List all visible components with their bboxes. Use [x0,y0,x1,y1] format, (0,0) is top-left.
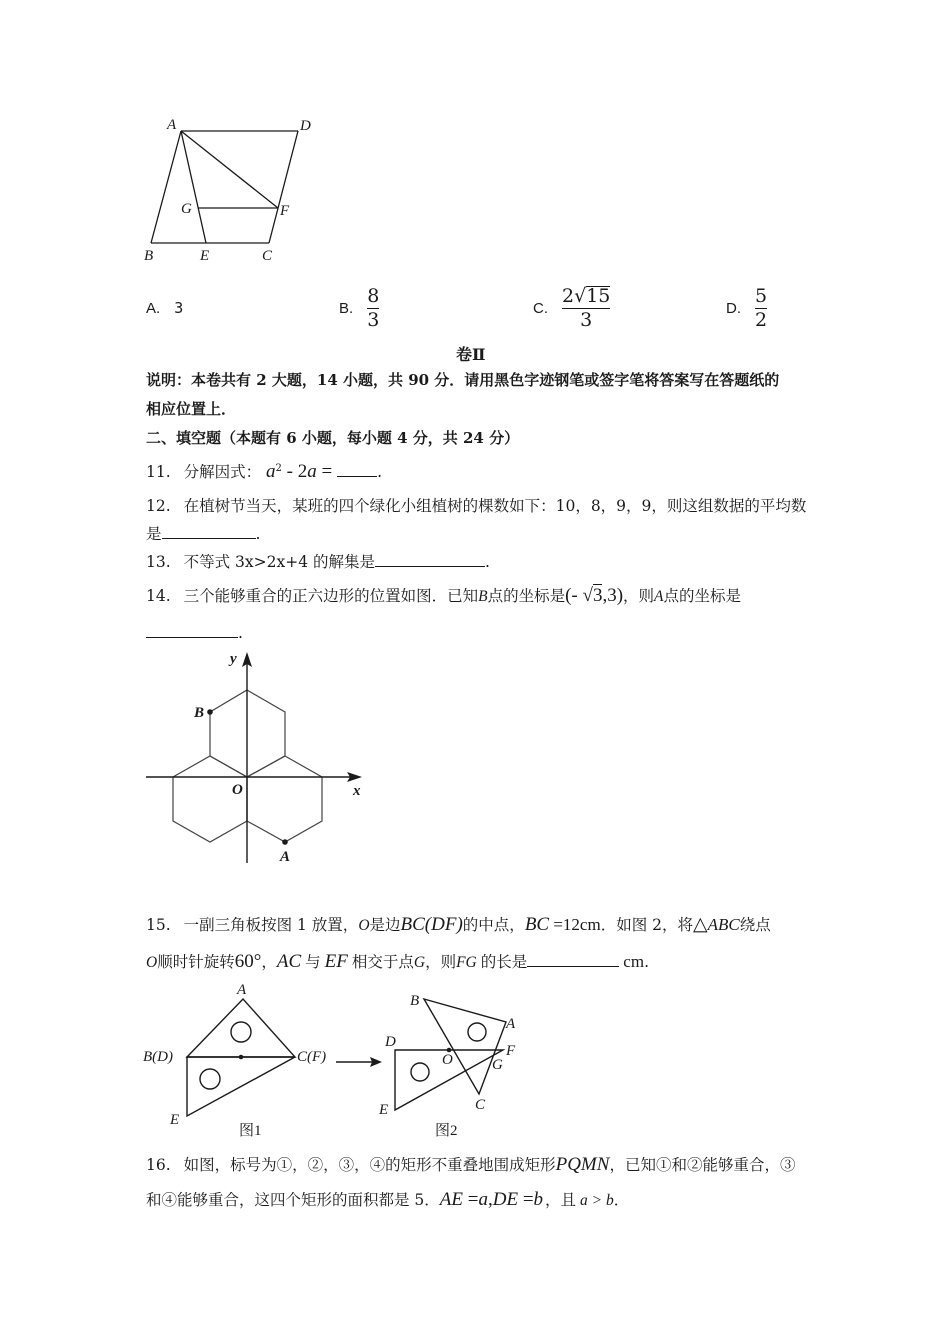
sqrt-icon: √ [582,585,593,606]
question-text: ， [261,953,277,971]
point-b: B [478,588,488,605]
expr-exponent: 2 [275,463,282,474]
volume-note-line1: 说明：本卷共有 2 大题，14 小题，共 90 分．请用黑色字迹钢笔或签字笔将答案写在答题纸的 [146,371,780,389]
fig2-triangle-abc [424,999,506,1094]
parallelogram-figure [138,112,328,272]
comma: , [487,1189,493,1210]
question-text: 相交于点 [351,953,414,971]
choice-c-fraction [562,286,610,331]
point-a-dot [282,839,288,845]
segment-fg: FG [456,954,477,971]
coord-open: (- [565,585,583,606]
segment-ef: EF [324,951,348,972]
question-number: 14. [146,587,171,605]
label-f: F [280,203,290,219]
answer-blank[interactable] [337,462,377,477]
fig1-label-a: A [237,982,247,998]
question-14 [146,586,741,607]
question-text: 和④能够重合，这四个矩形的面积都是 5． [146,1191,440,1209]
hexagon-right [247,756,322,842]
label-b: B [144,248,154,264]
label-a: A [167,117,177,133]
volume-note-line2: 相应位置上． [146,400,237,418]
coord-close: ,3) [602,585,624,606]
point-g: G [413,954,426,971]
question-number: 12. [146,497,171,515]
numerator: 5 [755,284,768,307]
triangle-boards-figure [140,980,540,1140]
triangle-abc: ABC [707,915,740,934]
choice-a [146,285,183,331]
fig2-caption: 图2 [435,1123,458,1139]
end-period: . [255,525,261,543]
question-text: 的中点， [462,916,525,934]
choice-d-fraction [755,286,767,331]
choice-a-label: A. [146,299,161,317]
question-text: 是边 [369,916,401,934]
numerator: 8 [367,284,380,307]
choice-c-label: C. [533,299,548,317]
question-number: 16. [146,1156,171,1174]
label-c: C [262,248,273,264]
fig2-label-o: O [442,1052,453,1068]
segment-ae: AE [439,1189,464,1210]
side-bc: BC [524,914,550,935]
question-number: 11. [146,463,171,482]
fig2-hole-abc [468,1023,486,1041]
fig2-label-g: G [492,1057,503,1073]
segment-ab [151,131,181,243]
question-text: 顺时针旋转 [157,953,235,971]
question-text-cont: 是 [146,525,162,543]
fig1-caption: 图1 [239,1123,262,1139]
triangle-symbol: △ [693,914,708,935]
fig1-label-bd: B(D) [143,1049,173,1065]
choice-d [726,285,767,331]
question-text: 分解因式： [183,463,262,482]
question-text: 在植树节当天，某班的四个绿化小组植树的棵数如下：10，8，9，9，则这组数据的平均数 [183,497,807,515]
question-text: 三个能够重合的正六边形的位置如图．已知 [183,587,479,605]
question-15-line2 [146,952,649,973]
equals-b: = [518,1189,534,1210]
question-number: 15. [146,916,171,934]
unit-cm: cm [623,952,645,971]
section-title: 二、填空题（本题有 6 小题，每小题 4 分，共 24 分） [146,429,520,447]
end-period: . [377,463,383,482]
sqrt-icon: √ [574,284,587,307]
radicand: 15 [586,284,611,307]
choice-c [533,285,610,331]
fig2-hole-def [411,1063,429,1081]
rotation-angle: 60° [234,951,262,972]
expr-minus: - 2 [281,461,308,483]
denominator: 3 [580,308,593,331]
choice-d-label: D. [726,299,741,317]
question-text: 不等式 3x>2x+4 的解集是 [183,553,375,571]
fig1-label-cf: C(F) [297,1049,327,1065]
question-12-line2 [146,524,260,544]
question-13 [146,552,490,572]
question-15-line1 [146,915,771,936]
end-period: . [644,953,649,971]
label-d: D [300,118,311,134]
side-bc-df: BC(DF) [400,914,463,935]
coefficient: 2 [562,284,575,307]
choice-a-value: 3 [174,299,184,317]
question-text: 点的坐标是 [487,587,566,605]
segment-dc [269,131,298,243]
question-text: 点的坐标是 [663,587,742,605]
inequality: a > b [580,1192,614,1209]
question-text: 的长是 [480,953,528,971]
denominator: 3 [367,308,380,331]
length-value: =12cm [549,915,601,934]
equals-a: = [463,1189,479,1210]
rectangle-pqmn: PQMN [555,1154,610,1175]
coord-radicand: 3 [592,585,603,606]
label-b: B [194,705,205,721]
fig1-midpoint-o [239,1055,244,1060]
question-text: 一副三角板按图 1 放置， [183,916,359,934]
expr-equals: = [316,461,333,483]
point-o: O [358,917,370,934]
end-period: . [238,624,243,642]
fig2-label-b: B [410,993,420,1009]
label-a: A [280,849,291,865]
numerator [562,286,610,307]
label-g: G [181,201,192,217]
choice-b-fraction [367,286,379,331]
question-12-line1 [146,496,806,516]
answer-blank[interactable] [146,623,238,638]
segment-ac: AC [276,951,302,972]
fig2-label-e: E [379,1102,389,1118]
var-a: a [478,1189,488,1210]
end-period: ． [613,1191,630,1209]
answer-blank[interactable] [527,952,619,967]
fig1-triangle-abc [187,999,295,1057]
fig2-label-c: C [475,1097,486,1113]
fig1-label-e: E [170,1112,180,1128]
choice-b [339,285,379,331]
fig2-label-f: F [506,1043,516,1059]
segment-de: DE [492,1189,519,1210]
question-14-answer [146,623,243,643]
fig1-hole-top [231,1022,251,1042]
answer-blank[interactable] [375,552,485,567]
expr-a2: a [307,461,317,483]
denominator: 2 [755,308,768,331]
point-o: O [146,954,158,971]
axis-label-x: x [353,783,361,799]
fig2-label-d: D [385,1034,396,1050]
question-number: 13. [146,553,171,571]
point-b-dot [207,709,213,715]
question-text: ，则 [623,587,655,605]
question-text: ，已知①和②能够重合，③ [609,1156,796,1174]
point-a: A [654,588,664,605]
expr-a: a [266,461,276,483]
question-11 [146,459,382,482]
question-text: ，则 [425,953,457,971]
answer-blank[interactable] [162,524,256,539]
question-16-line2 [146,1190,629,1211]
fig2-label-a: A [506,1016,516,1032]
end-period: . [485,553,490,571]
question-text: ．如图 2，将 [600,916,693,934]
fig1-hole-bottom [200,1069,220,1089]
question-text: ，且 [545,1191,577,1209]
question-text: 与 [305,953,321,971]
question-text: 如图，标号为①，②，③，④的矩形不重叠地围成矩形 [183,1156,556,1174]
question-text: 绕点 [739,916,771,934]
axis-label-y: y [230,651,237,667]
hexagon-left [173,756,247,842]
var-b: b [533,1189,544,1210]
hexagon-figure [140,648,370,874]
choice-b-label: B. [339,299,354,317]
question-16-line1 [146,1155,795,1175]
volume-title: 卷Ⅱ [456,345,486,364]
origin-label: O [232,782,243,798]
label-e: E [200,248,210,264]
